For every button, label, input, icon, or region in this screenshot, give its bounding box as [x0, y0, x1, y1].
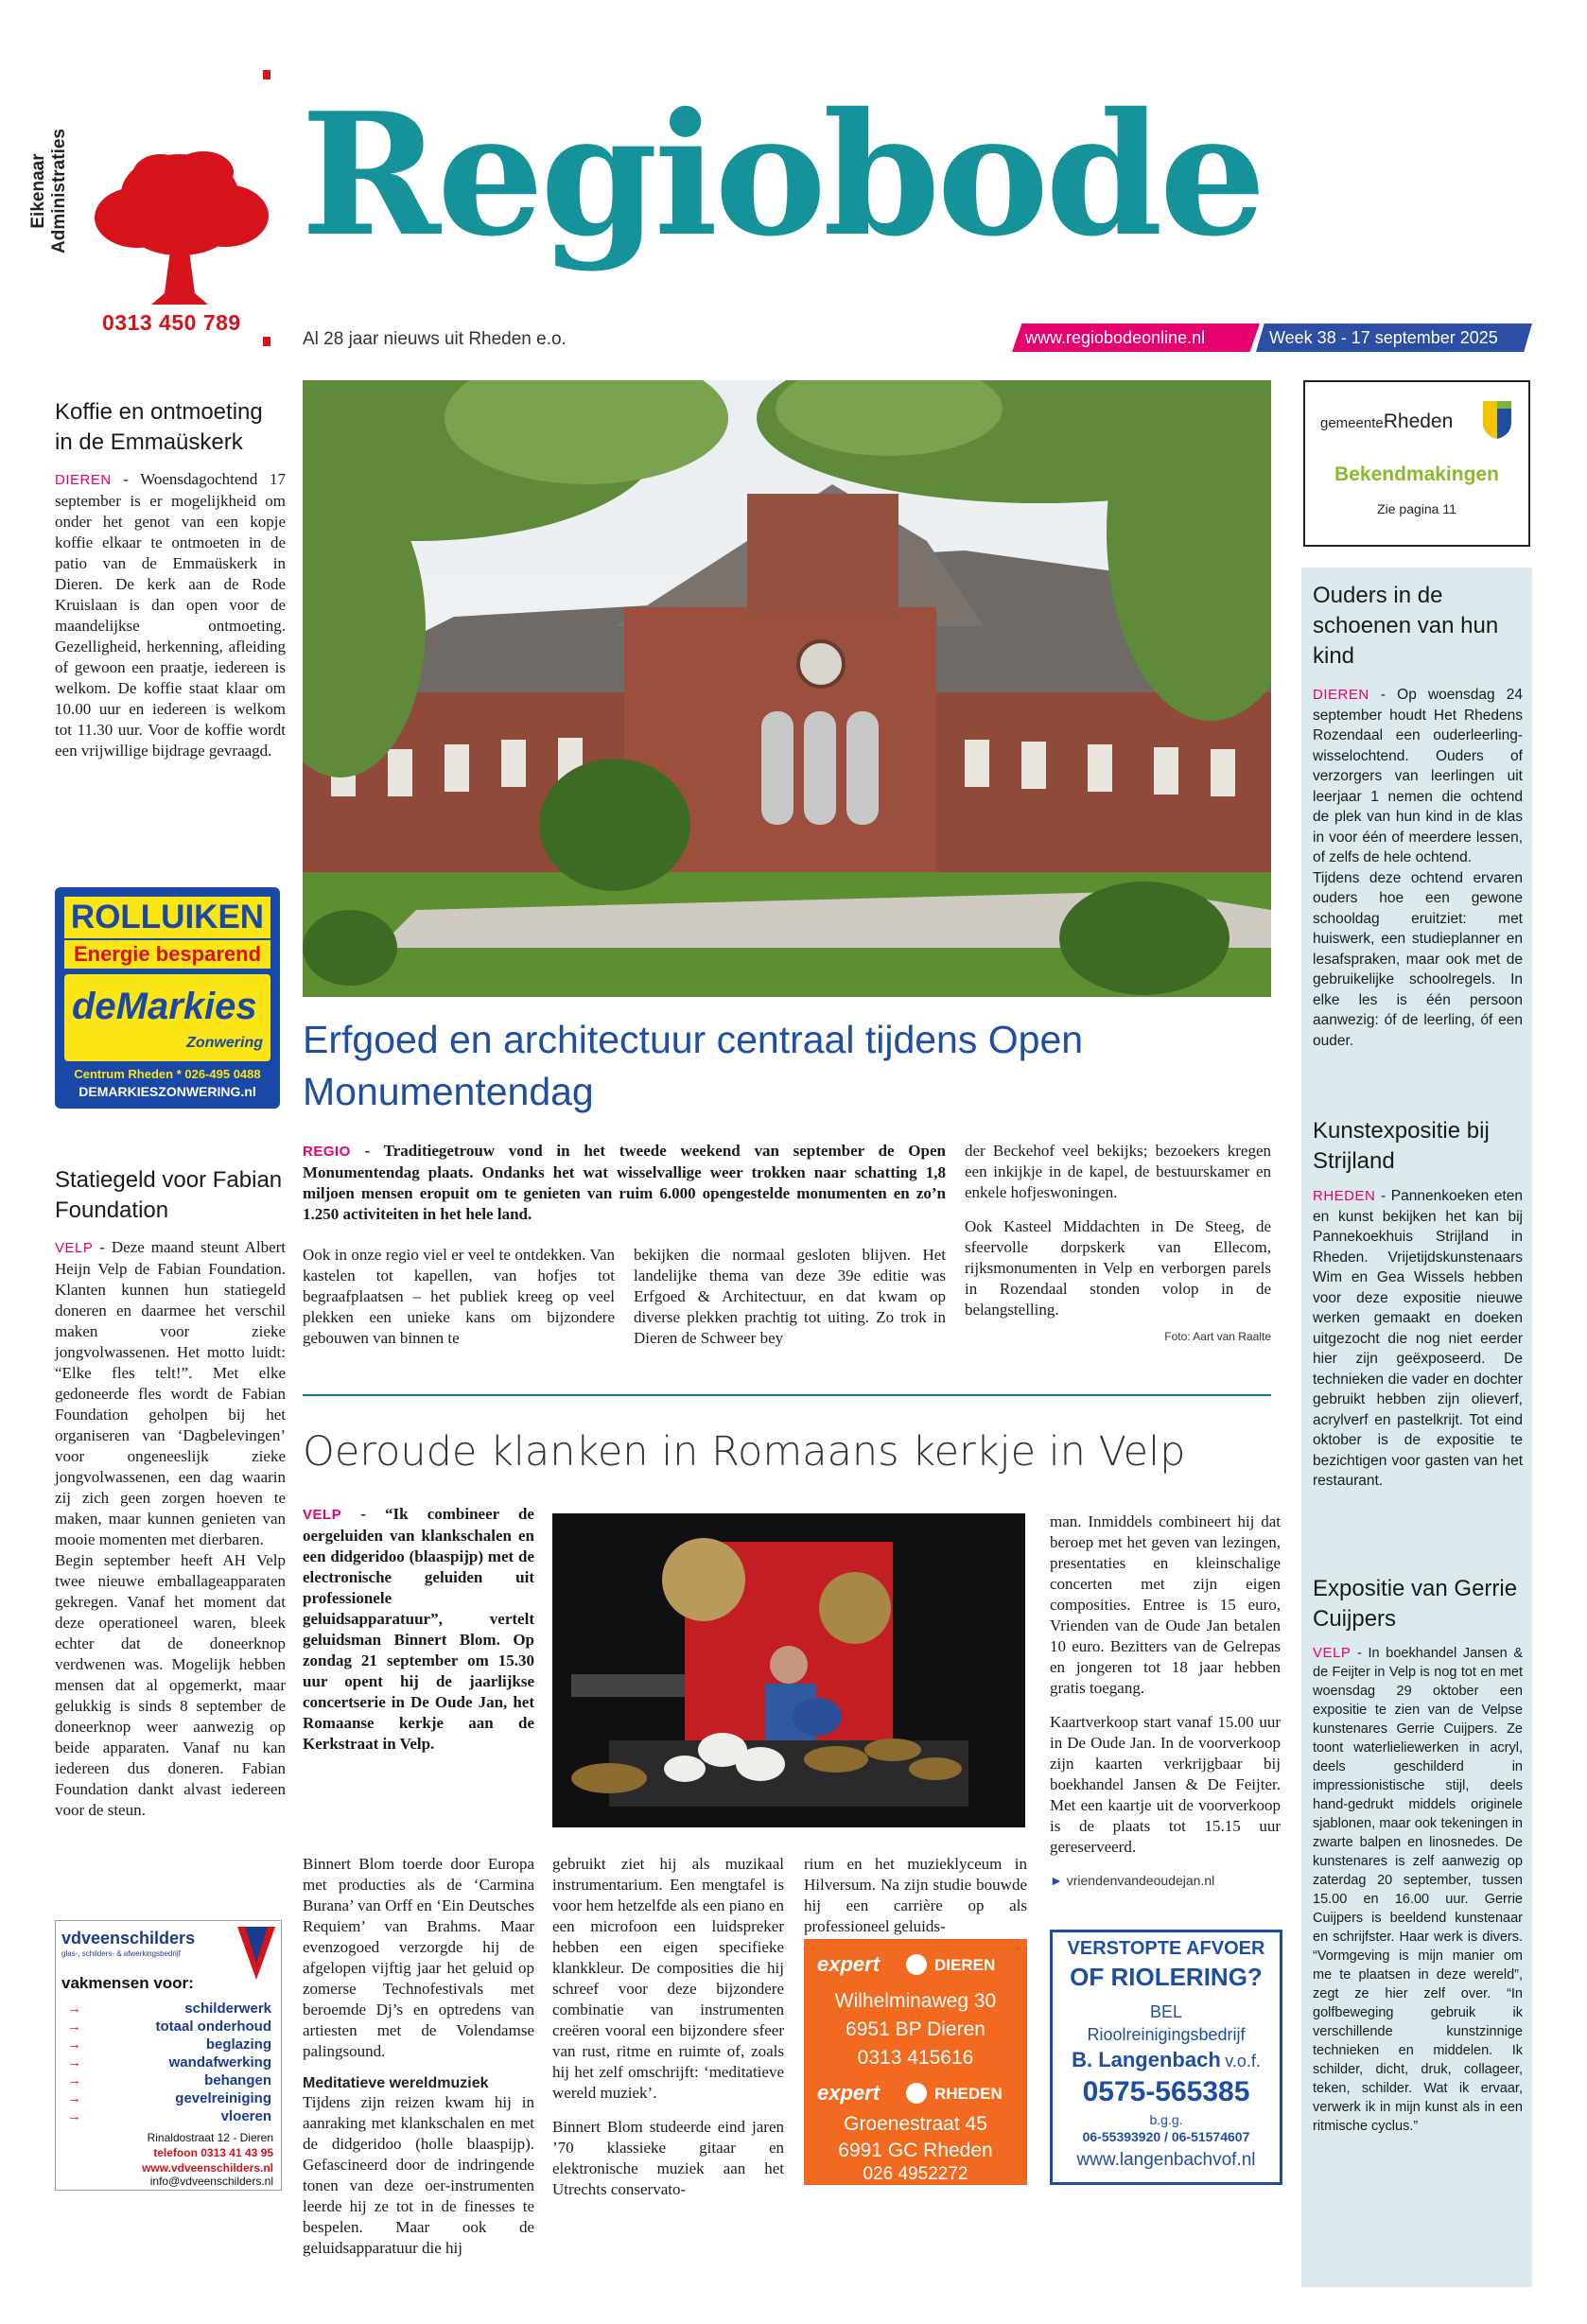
langenbach-company: Rioolreinigingsbedrijf [1087, 2025, 1246, 2044]
lead-col3a: der Beckehof veel bekijks; bezoekers kregen een inkijkje in de kapel, de bestuurskamer en enkele hofjeswoningen. [965, 1142, 1271, 1201]
week-date: Week 38 - 17 september 2025 [1269, 328, 1498, 347]
langenbach-bgg: b.g.g. [1149, 2112, 1183, 2127]
vdveen-service-label: totaal onderhoud [155, 2018, 271, 2035]
lead-photo [303, 380, 1271, 997]
gemeente-name: Rheden [1383, 411, 1454, 432]
statiegeld-body-1: Deze maand steunt Albert Heijn Velp de Fabian Foundation. Klanten kunnen hun statiegeld doneren en daarmee het verschil maken voor zieke jongvolwassenen. Het motto luidt: “Elke fles telt!”. Met elke gedoneerde fles wordt de Fabian Foundation geholpen bij het organiseren van ‘Dagbelevingen’ voor ongeneeslijk zieke jongvolwassenen, een dag waarin zij zich geen zorgen hoeven te maken, maar kunnen genieten van mooie momenten met dierbaren. [55, 1238, 287, 1548]
langenbach-ad[interactable] [1050, 1930, 1282, 2185]
gerrie-headline: Expositie van Gerrie Cuijpers [1313, 1576, 1518, 1632]
langenbach-web[interactable]: www.langenbachvof.nl [1076, 2150, 1256, 2170]
markies-url[interactable]: DEMARKIESZONWERING.nl [78, 1084, 256, 1099]
markies-brand: deMarkies [72, 986, 257, 1027]
arrow-right-icon: → [67, 2001, 81, 2017]
klanken-place: VELP [303, 1507, 342, 1523]
expert-tel-1: 0313 415616 [857, 2047, 974, 2069]
vdveen-service-label: beglazing [205, 2036, 271, 2053]
gemeente-small: gemeente [1320, 415, 1384, 431]
gerrie-place: VELP [1313, 1645, 1352, 1661]
markies-line1: ROLLUIKEN [64, 897, 270, 938]
vdveen-ad[interactable] [55, 1920, 282, 2191]
expert-addr-1: Wilhelminaweg 30 [834, 1990, 997, 2012]
vdveen-email[interactable]: info@vdveenschilders.nl [149, 2175, 273, 2188]
markies-sub: Zonwering [186, 1035, 263, 1051]
vdveen-service-item [61, 2072, 275, 2090]
arrow-right-icon: → [67, 2090, 81, 2106]
vdveen-service-item [61, 2054, 275, 2072]
ouders-body-2: Tijdens deze ochtend ervaren ouders hoe een gewone schooldag eruitziet: met huiswerk, een studieplanner en lesafspraken, maar ook met de gebruikelijke schoolregels. In elke les is één persoon aanwezig: óf de leerling, óf een ouder. [1313, 869, 1523, 1049]
gemeente-shield-icon [1481, 399, 1513, 441]
arrow-right-icon: → [67, 2108, 81, 2124]
vdveen-service-item [61, 2090, 275, 2108]
kunst-headline: Kunstexpositie bij Strijland [1313, 1118, 1490, 1174]
koffie-place: DIEREN [55, 472, 112, 488]
vdveen-services [61, 2001, 275, 2126]
vdveen-service-item [61, 2108, 275, 2126]
arrow-right-icon: → [67, 2036, 81, 2053]
ouders-article: Ouders in de schoenen van hun kind DIEREN - Op woensdag 24 september houdt Het Rhedens Rozendaal een ouderleerling-wisselochtend. Ouders of verzorgers van leerlingen uit leerjaar 1 nemen die ochtend de plek van hun kind in de klas in voor één of meerdere lessen, of zelfs de hele ochtend. Tijdens deze ochtend ervaren ouders hoe een gewone schooldag eruitziet: met huiswerk, een studieplanner en lesafspraken, maar ook met de gebruikelijke schoolregels. In elke les is één persoon aanwezig: óf de leerling, óf een ouder. [1313, 581, 1523, 1051]
lead-col3b: Ook Kasteel Middachten in De Steeg, de sfeervolle dorpskerk van Ellecom, rijksmonumenten in Velp en verborgen parels in Rozendaal stonden volop in de belangstelling. [965, 1217, 1271, 1319]
eikenaar-vertical-label: Eikenaar Administraties [28, 129, 69, 253]
date-banner [1012, 323, 1532, 352]
markies-logo-panel [64, 974, 270, 1061]
statiegeld-article: Statiegeld voor Fabian Foundation VELP - Deze maand steunt Albert Heijn Velp de Fabian Foundation. Klanten kunnen hun statiegeld doneren en daarmee het verschil maken voor zieke jongvolwassenen. Het motto luidt: “Elke fles telt!”. Met elke gedoneerde fles wordt de Fabian Foundation geholpen bij het organiseren van ‘Dagbelevingen’ voor ongeneeslijk zieke jongvolwassenen, een dag waarin zij zich geen zorgen hoeven te maken, maar kunnen genieten van mooie momenten met dierbaren. Begin september heeft AH Velp twee nieuwe emballageapparaten gekregen. Vanaf het moment dat deze operationeel waren, bleek echter dat de doneerknop verdwenen was. Mogelijk hebben mensen dat al opgemerkt, maar gelukkig is sinds 8 september de doneerknop weer aanwezig op beide apparaten. Vanaf nu kan iedereen dus doneren. Fabian Foundation dankt alvast iedereen voor de steun. [55, 1167, 287, 1819]
expert-loc-2: RHEDEN [934, 2085, 1003, 2103]
expert-loc-1: DIEREN [934, 1956, 996, 1974]
vdveen-service-label: wandafwerking [168, 2054, 271, 2071]
red-mark-top [263, 70, 270, 79]
klanken-col4a: man. Inmiddels combineert hij dat beroep met het geven van lezingen, presentaties en kleinschalige concerten met zijn eigen composities. Entree is 15 euro, Vrienden van de Oude Jan betalen 10 euro. Bezitters van de Gelrepas en jongeren tot 18 jaar hebben gratis toegang. [1050, 1512, 1281, 1697]
markies-contact: Centrum Rheden * 026-495 0488 [74, 1067, 261, 1081]
link-arrow-icon: ► [1050, 1873, 1063, 1888]
koffie-headline: Koffie en ontmoeting in de Emmaüskerk [55, 399, 263, 455]
vdveen-service-item [61, 2018, 275, 2036]
vdveen-name: vdveenschilders [61, 1929, 196, 1948]
klanken-intro: “Ik combineer de oergeluiden van klankschalen en een didgeridoo (blaaspijp) met de electronische geluiden uit professionele geluidsapparatuur”, vertelt geluidsman Binnert Blom. Op zondag 21 september om 15.30 uur opent hij de jaarlijkse concertserie in De Oude Jan, het Romaanse kerkje aan de Kerkstraat in Velp. [303, 1505, 534, 1753]
expert-brand-1: expert [817, 1952, 881, 1976]
gerrie-body: In boekhandel Jansen & de Feijter in Velp is nog tot en met woensdag 29 oktober een expositie te zien van de Velpse kunstenares Gerrie Cuijpers. Ze toont waterlieliewerken in acryl, deels geschilderd in impressionistische stijl, deels hand-gedrukt middels originele sjablonen, maar ook tekeningen in zwarte balpen en linosnedes. De kunstenares is zelf aanwezig op zaterdag 20 september, tussen 15.00 en 16.00 uur. Gerrie Cuijpers is beeldend kunstenaar en schrijfster. Haar werk is divers. “Vormgeving is mijn manier om me te plaatsen in deze wereld”, zegt ze hier zelf over. “In golfbeweging gebruik ik verschillende kunstzinnige technieken en middelen. Ik schilder, dicht, druk, collageer, teken, schilder. Wat ik ervaar, verwerk ik in mijn kunst als in een ritmische cyclus.” [1313, 1646, 1524, 2134]
vdveen-phone: telefoon 0313 41 43 95 [153, 2146, 273, 2159]
ouders-headline: Ouders in de schoenen van hun kind [1313, 583, 1499, 669]
vdveen-intro: vakmensen voor: [61, 1974, 194, 1992]
expert-top-banner [817, 1952, 1014, 1977]
statiegeld-place: VELP [55, 1240, 94, 1256]
koffie-article: Koffie en ontmoeting in de Emmaüskerk DIEREN - Woensdagochtend 17 september is er mogelijkheid om onder het genot van een kopje koffie elkaar te ontmoeten in de patio van de Emmaüskerk in Dieren. De kerk aan de Rode Kruislaan is dan open voor de maandelijkse ontmoeting. Gezelligheid, herkenning, afleiding of gewoon een praatje, iedereen is welkom. De koffie staat klaar om 10.00 uur en iedereen is welkom tot 11.30 uur. Voor de koffie wordt een vrijwillige bijdrage gevraagd. [55, 399, 286, 760]
red-mark-bottom [263, 337, 270, 346]
vdveen-service-label: schilderwerk [184, 2001, 271, 2017]
expert-mid-banner [817, 2081, 1014, 2106]
klanken-col2: gebruikt ziet hij als muzikaal instrumentarium. Een mengtafel is voor hem hetzelfde als een piano en een microfoon een luidspreker hebben een eigen specifieke klankkleur. De composities die hij schreef voor deze bijzondere combinatie van instrumenten creëren vooral een bijzondere sfeer van rust, ritme en ruimte of, zoals hij het zelf omschrijft: ‘meditatieve wereld muziek’. [552, 1855, 784, 2102]
langenbach-vof: v.o.f. [1225, 2052, 1261, 2071]
lead-col1: Ook in onze regio viel er veel te ontdekken. Van kastelen tot kapellen, van hofjes tot begraafplaatsen – het publiek kreeg op veel plekken een unieke kans om bijzondere gebouwen van binnen te [303, 1246, 615, 1347]
expert-logo-icon-2 [906, 2083, 927, 2104]
arrow-right-icon: → [67, 2072, 81, 2088]
expert-tel-2: 026 4952272 [863, 2164, 968, 2184]
klanken-col4b: Kaartverkoop start vanaf 15.00 uur in De Oude Jan. In de voorverkoop zijn kaarten verkrijgbaar bij boekhandel Jansen & De Feijter. Met een kaartje uit de voorverkoop is de plaats tot 15.15 uur gereserveerd. [1050, 1713, 1281, 1856]
expert-logo-icon [906, 1954, 927, 1975]
klanken-col2b: Binnert Blom studeerde eind jaren ’70 klassieke gitaar en elektronische muziek aan het Utrechts conservato- [552, 2118, 784, 2198]
klanken-photo [552, 1513, 1025, 1827]
gemeente-subtitle: Zie pagina 11 [1377, 501, 1456, 516]
vdveen-address: Rinaldostraat 12 - Dieren [147, 2131, 273, 2144]
vdveen-web[interactable]: www.vdveenschilders.nl [142, 2161, 273, 2175]
langenbach-line1: VERSTOPTE AFVOER [1067, 1938, 1265, 1959]
website-link[interactable]: www.regiobodeonline.nl [1025, 328, 1206, 347]
gerrie-article: Expositie van Gerrie Cuijpers VELP - In boekhandel Jansen & de Feijter in Velp is nog tot en met woensdag 29 oktober een expositie te zien van de Velpse kunstenares Gerrie Cuijpers. Ze toont waterlieliewerken in acryl, deels geschilderd in impressionistische stijl, deels hand-gedrukt middels originele sjablonen, maar ook tekeningen in zwarte balpen en linosnedes. De kunstenares is zelf aanwezig op zaterdag 20 september, tussen 15.00 en 16.00 uur. Gerrie Cuijpers is beeldend kunstenaar en schrijfster. Haar werk is divers. “Vormgeving is mijn manier om me te plaatsen in deze wereld”, zegt ze hier zelf over. “In golfbeweging gebruik ik verschillende kunstzinnige technieken en middelen. Ik schilder, dicht, druk, collageer, teken, schilder. Wat ik ervaar, verwerk ik in mijn kunst als in een ritmische cyclus.” [1313, 1576, 1524, 2134]
markies-line2: Energie besparend [64, 940, 270, 969]
statiegeld-headline: Statiegeld voor Fabian Foundation [55, 1167, 283, 1223]
klanken-col1a: Binnert Blom toerde door Europa met producties als de ‘Carmina Burana’ van Orff en ‘Ein Deutsches Requiem’ van Brahms. Maar evenzogoed verzorgde hij de afgelopen vijftig jaar het geluid op zomerse Technofestivals met beroemde Dj’s en optredens van artiesten met de Volendamse palingsound. [303, 1855, 534, 2060]
vdveen-service-item [61, 2001, 275, 2018]
vrienden-link[interactable]: vriendenvandeoudejan.nl [1066, 1873, 1215, 1888]
right-sidebar [1301, 568, 1532, 2287]
expert-addr-2: Groenestraat 45 [844, 2113, 987, 2135]
langenbach-phone: 0575-565385 [1082, 2076, 1250, 2107]
gemeente-box[interactable] [1303, 380, 1530, 547]
gemeente-title: Bekendmakingen [1334, 463, 1499, 485]
masthead [0, 0, 1587, 359]
langenbach-name: B. Langenbach [1072, 2048, 1221, 2071]
vdveen-service-item [61, 2036, 275, 2054]
statiegeld-body-2: Begin september heeft AH Velp twee nieuwe emballageapparaten gekregen. Vanaf het moment dat deze operationeel waren, bleek echter dat de doneerknop verdwenen was. Mogelijk hebben mensen dat al opgemerkt, maar gelukkig is sinds 8 september de doneerknop weer aanwezig op beide apparaten. Vanaf nu kan iedereen dus doneren. Fabian Foundation dankt alvast iedereen voor de steun. [55, 1551, 286, 1819]
ouders-body-1: Op woensdag 24 september houdt Het Rhedens Rozendaal een ouderleerling-wisselochtend. Ouders of verzorgers van leerlingen uit leerjaar 1 nemen die ochtend de plek van hun kind in de klas in voor één of meerdere lessen, of zelfs de hele ochtend. [1313, 687, 1524, 865]
langenbach-bel: BEL [1149, 2002, 1183, 2021]
klanken-subhead: Meditatieve wereldmuziek [303, 2075, 489, 2091]
langenbach-line2: OF RIOLERING? [1070, 1963, 1263, 1991]
vdveen-service-label: vloeren [220, 2108, 271, 2124]
vdveen-sub: glas-, schilders- & afwerkingsbedrijf [61, 1949, 181, 1958]
klanken-col3-top: rium en het muzieklyceum in Hilversum. Na zijn studie bouwde hij een carrière op als professioneel geluids- [804, 1855, 1027, 1935]
masthead-title: Regiobode [301, 76, 1263, 273]
expert-ad[interactable] [804, 1939, 1027, 2185]
klanken-col1b: Tijdens zijn reizen kwam hij in aanraking met klankschalen en met de didgeridoo (holle blaaspijp). Gefascineerd door de indringende tonen van deze oer-instrumenten leerde hij ze tot in de finesses te bespelen. Maar ook de geluidsapparatuur die hij [303, 2093, 534, 2257]
tree-logo-icon [85, 142, 274, 307]
expert-brand-2: expert [817, 2081, 881, 2105]
arrow-right-icon: → [67, 2018, 81, 2035]
masthead-tagline: Al 28 jaar nieuws uit Rheden e.o. [303, 329, 567, 349]
klanken-headline: Oeroude klanken in Romaans kerkje in Velp [303, 1428, 1186, 1476]
ouders-place: DIEREN [1313, 687, 1369, 703]
vdveen-v-logo-icon [235, 1925, 277, 1982]
lead-col2: bekijken die normaal gesloten blijven. Het landelijke thema van deze 39e editie was Erfgoed & Architectuur, en dat kwam op diverse plekken prachtig tot uiting. Zo trok in Dieren de Schweer bey [634, 1246, 946, 1347]
vdveen-service-label: behangen [204, 2072, 271, 2088]
section-divider [303, 1394, 1271, 1396]
arrow-right-icon: → [67, 2054, 81, 2071]
expert-zip-1: 6951 BP Dieren [846, 2018, 985, 2040]
kunst-body: Pannenkoeken eten en kunst bekijken het kan bij Pannekoekhuis Strijland in Rheden. Vrijetijdskunstenaars Wim en Gea Wissels hebben voor deze expositie nieuwe werken gemaakt en doeken uitgezocht die nog niet eerder hier zijn geëxposeerd. De technieken die vader en dochter gebruikt hebben zijn olieverf, acrylverf en pastelkrijt. Tot eind oktober is de expositie te bezichtigen voor gasten van het restaurant. [1313, 1188, 1523, 1489]
vdveen-service-label: gevelreiniging [175, 2090, 271, 2106]
lead-headline: Erfgoed en architectuur centraal tijdens Open Monumentendag [303, 1018, 1084, 1113]
lead-photo-credit: Foto: Aart van Raalte [1164, 1330, 1271, 1343]
expert-zip-2: 6991 GC Rheden [838, 2140, 993, 2161]
markies-ad[interactable] [55, 887, 280, 1109]
langenbach-mobile: 06-55393920 / 06-51574607 [1082, 2129, 1250, 2144]
kunst-place: RHEDEN [1313, 1188, 1376, 1204]
kunst-article: Kunstexpositie bij Strijland RHEDEN - Pannenkoeken eten en kunst bekijken het kan bij Pannekoekhuis Strijland in Rheden. Vrijetijdskunstenaars Wim en Gea Wissels hebben voor deze expositie nieuwe werken gemaakt en doeken uitgezocht die nog niet eerder hier zijn geëxposeerd. De technieken die vader en dochter gebruikt hebben zijn olieverf, acrylverf en pastelkrijt. Tot eind oktober is de expositie te bezichtigen voor gasten van het restaurant. [1313, 1118, 1523, 1489]
koffie-body: Woensdagochtend 17 september is er mogelijkheid om onder het genot van een kopje koffie elkaar te ontmoeten in de patio van de Emmaüskerk in Dieren. De kerk aan de Rode Kruislaan is dan open voor de maandelijkse ontmoeting. Gezelligheid, herkenning, afleiding of gewoon een praatje, iedereen is welkom. De koffie staat klaar om 10.00 uur en iedereen is welkom tot 11.30 uur. Voor de koffie wordt een vrijwillige bijdrage gevraagd. [55, 470, 286, 760]
lead-intro: Traditiegetrouw vond in het tweede weekend van september de Open Monumentendag plaats. Ondanks het wat wisselvallige weer trokken naar schatting 1,8 miljoen mensen eropuit om te genieten van ruim 6.000 opengestelde monumenten en zo’n 1.250 activiteiten in het hele land. [303, 1142, 946, 1223]
lead-place: REGIO [303, 1144, 351, 1160]
eikenaar-phone: 0313 450 789 [102, 310, 241, 335]
